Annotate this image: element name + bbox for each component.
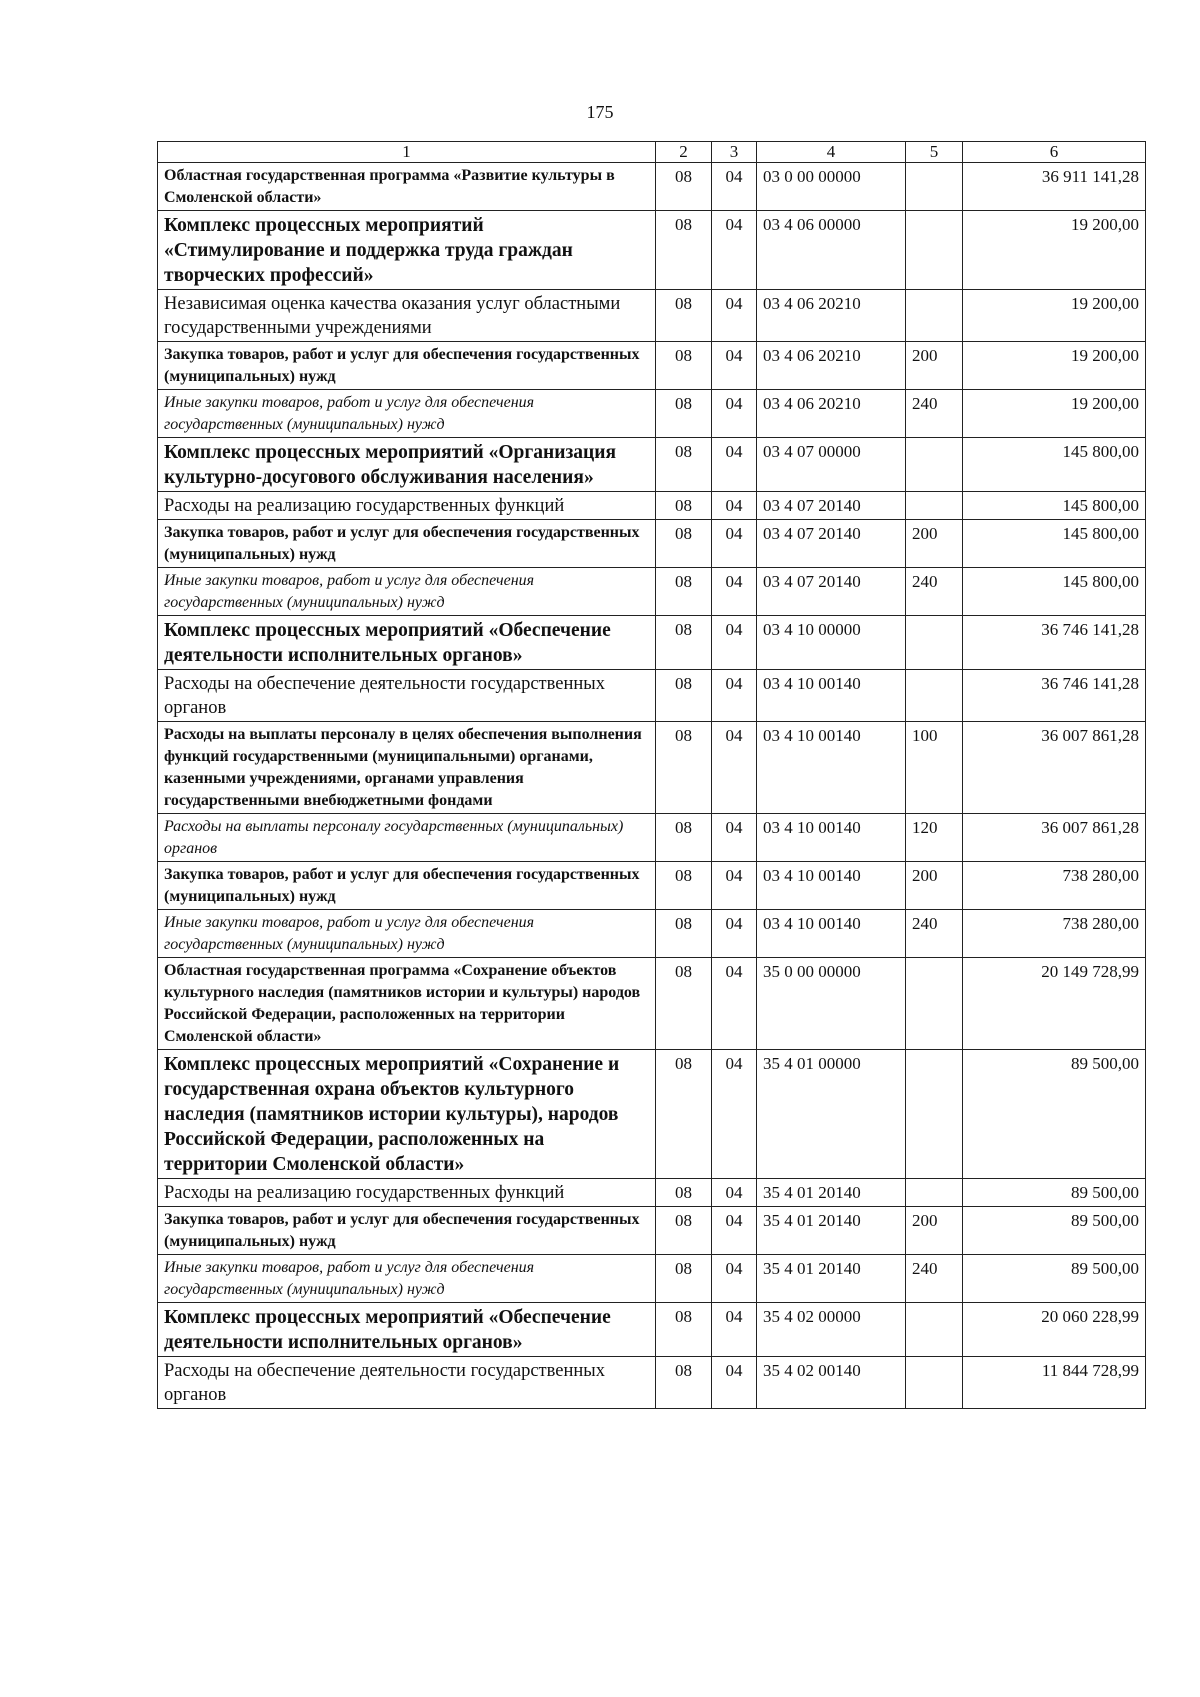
- table-row: [158, 1207, 1146, 1255]
- subsection-code-cell: 04: [712, 568, 757, 616]
- expense-type-cell: 240: [906, 390, 963, 438]
- row-name-cell: Закупка товаров, работ и услуг для обеспечения государственных (муниципальных) нужд: [158, 520, 656, 568]
- subsection-code-cell: 04: [712, 1303, 757, 1357]
- expense-type-cell: 120: [906, 814, 963, 862]
- expense-type-cell: [906, 1050, 963, 1179]
- amount-cell: 89 500,00: [963, 1207, 1146, 1255]
- expense-type-cell: [906, 492, 963, 520]
- row-name-cell: Иные закупки товаров, работ и услуг для обеспечения государственных (муниципальных) нужд: [158, 1255, 656, 1303]
- section-code-cell: 08: [656, 163, 712, 211]
- amount-cell: 19 200,00: [963, 390, 1146, 438]
- row-name-cell: Закупка товаров, работ и услуг для обеспечения государственных (муниципальных) нужд: [158, 862, 656, 910]
- subsection-code-cell: 04: [712, 862, 757, 910]
- amount-cell: 89 500,00: [963, 1179, 1146, 1207]
- row-name-cell: Расходы на реализацию государственных функций: [158, 1179, 656, 1207]
- column-header: 1: [158, 142, 656, 163]
- section-code-cell: 08: [656, 1255, 712, 1303]
- row-name-cell: Закупка товаров, работ и услуг для обеспечения государственных (муниципальных) нужд: [158, 342, 656, 390]
- column-header: 2: [656, 142, 712, 163]
- table-row: [158, 390, 1146, 438]
- section-code-cell: 08: [656, 290, 712, 342]
- subsection-code-cell: 04: [712, 163, 757, 211]
- expense-type-cell: 200: [906, 862, 963, 910]
- subsection-code-cell: 04: [712, 492, 757, 520]
- table-row: [158, 1357, 1146, 1409]
- row-name-cell: Независимая оценка качества оказания услуг областными государственными учреждениями: [158, 290, 656, 342]
- expense-type-cell: 200: [906, 342, 963, 390]
- table-header-row: [158, 142, 1146, 163]
- table-row: [158, 163, 1146, 211]
- table-row: [158, 211, 1146, 290]
- table-row: [158, 958, 1146, 1050]
- row-name-cell: Расходы на выплаты персоналу в целях обеспечения выполнения функций государственными (муниципальными) органами, казенными учреждениями, органами управления государственными внебюджетными фондами: [158, 722, 656, 814]
- section-code-cell: 08: [656, 1179, 712, 1207]
- page-number: 175: [586, 102, 614, 122]
- column-header: 3: [712, 142, 757, 163]
- column-header: 5: [906, 142, 963, 163]
- row-name-cell: Расходы на обеспечение деятельности государственных органов: [158, 1357, 656, 1409]
- target-article-cell: 03 4 10 00140: [757, 814, 906, 862]
- row-name-cell: Областная государственная программа «Развитие культуры в Смоленской области»: [158, 163, 656, 211]
- row-name-cell: Закупка товаров, работ и услуг для обеспечения государственных (муниципальных) нужд: [158, 1207, 656, 1255]
- amount-cell: 36 007 861,28: [963, 814, 1146, 862]
- section-code-cell: 08: [656, 1303, 712, 1357]
- amount-cell: 145 800,00: [963, 492, 1146, 520]
- target-article-cell: 35 4 01 20140: [757, 1179, 906, 1207]
- target-article-cell: 03 4 06 20210: [757, 390, 906, 438]
- row-name-cell: Комплекс процессных мероприятий «Стимулирование и поддержка труда граждан творческих профессий»: [158, 211, 656, 290]
- target-article-cell: 35 4 01 20140: [757, 1207, 906, 1255]
- expense-type-cell: [906, 1179, 963, 1207]
- column-header: 4: [757, 142, 906, 163]
- amount-cell: 20 060 228,99: [963, 1303, 1146, 1357]
- table-row: [158, 910, 1146, 958]
- section-code-cell: 08: [656, 1050, 712, 1179]
- row-name-cell: Комплекс процессных мероприятий «Сохранение и государственная охрана объектов культурного наследия (памятников истории культуры), народов Российской Федерации, расположенных на территории Смоленской области»: [158, 1050, 656, 1179]
- table-body: [158, 163, 1146, 1409]
- subsection-code-cell: 04: [712, 211, 757, 290]
- target-article-cell: 35 4 02 00140: [757, 1357, 906, 1409]
- section-code-cell: 08: [656, 438, 712, 492]
- subsection-code-cell: 04: [712, 958, 757, 1050]
- subsection-code-cell: 04: [712, 342, 757, 390]
- row-name-cell: Иные закупки товаров, работ и услуг для обеспечения государственных (муниципальных) нужд: [158, 910, 656, 958]
- amount-cell: 738 280,00: [963, 910, 1146, 958]
- table-row: [158, 862, 1146, 910]
- section-code-cell: 08: [656, 390, 712, 438]
- section-code-cell: 08: [656, 342, 712, 390]
- table-row: [158, 1050, 1146, 1179]
- row-name-cell: Расходы на выплаты персоналу государственных (муниципальных) органов: [158, 814, 656, 862]
- table-row: [158, 290, 1146, 342]
- target-article-cell: 03 4 07 20140: [757, 520, 906, 568]
- expense-type-cell: 200: [906, 520, 963, 568]
- expense-type-cell: [906, 616, 963, 670]
- section-code-cell: 08: [656, 722, 712, 814]
- expense-type-cell: [906, 163, 963, 211]
- amount-cell: 89 500,00: [963, 1255, 1146, 1303]
- subsection-code-cell: 04: [712, 910, 757, 958]
- section-code-cell: 08: [656, 568, 712, 616]
- row-name-cell: Иные закупки товаров, работ и услуг для обеспечения государственных (муниципальных) нужд: [158, 568, 656, 616]
- subsection-code-cell: 04: [712, 290, 757, 342]
- target-article-cell: 03 4 10 00140: [757, 670, 906, 722]
- target-article-cell: 03 4 07 20140: [757, 492, 906, 520]
- target-article-cell: 35 4 02 00000: [757, 1303, 906, 1357]
- target-article-cell: 35 4 01 20140: [757, 1255, 906, 1303]
- row-name-cell: Комплекс процессных мероприятий «Организация культурно-досугового обслуживания населения»: [158, 438, 656, 492]
- section-code-cell: 08: [656, 616, 712, 670]
- table-row: [158, 722, 1146, 814]
- section-code-cell: 08: [656, 492, 712, 520]
- subsection-code-cell: 04: [712, 722, 757, 814]
- amount-cell: 19 200,00: [963, 290, 1146, 342]
- row-name-cell: Расходы на реализацию государственных функций: [158, 492, 656, 520]
- target-article-cell: 03 4 10 00140: [757, 722, 906, 814]
- target-article-cell: 03 4 06 20210: [757, 342, 906, 390]
- row-name-cell: Комплекс процессных мероприятий «Обеспечение деятельности исполнительных органов»: [158, 616, 656, 670]
- expense-type-cell: 240: [906, 910, 963, 958]
- table-row: [158, 492, 1146, 520]
- amount-cell: 145 800,00: [963, 520, 1146, 568]
- expense-type-cell: [906, 958, 963, 1050]
- table-row: [158, 520, 1146, 568]
- expense-type-cell: 240: [906, 1255, 963, 1303]
- section-code-cell: 08: [656, 670, 712, 722]
- table-row: [158, 616, 1146, 670]
- expense-type-cell: 100: [906, 722, 963, 814]
- target-article-cell: 03 4 07 00000: [757, 438, 906, 492]
- row-name-cell: Иные закупки товаров, работ и услуг для обеспечения государственных (муниципальных) нужд: [158, 390, 656, 438]
- table-row: [158, 342, 1146, 390]
- section-code-cell: 08: [656, 862, 712, 910]
- amount-cell: 738 280,00: [963, 862, 1146, 910]
- subsection-code-cell: 04: [712, 814, 757, 862]
- amount-cell: 36 746 141,28: [963, 616, 1146, 670]
- amount-cell: 145 800,00: [963, 438, 1146, 492]
- section-code-cell: 08: [656, 910, 712, 958]
- target-article-cell: 03 4 06 00000: [757, 211, 906, 290]
- section-code-cell: 08: [656, 520, 712, 568]
- target-article-cell: 03 4 07 20140: [757, 568, 906, 616]
- target-article-cell: 03 4 10 00140: [757, 910, 906, 958]
- target-article-cell: 03 4 10 00140: [757, 862, 906, 910]
- target-article-cell: 35 4 01 00000: [757, 1050, 906, 1179]
- section-code-cell: 08: [656, 211, 712, 290]
- subsection-code-cell: 04: [712, 670, 757, 722]
- column-header: 6: [963, 142, 1146, 163]
- expense-type-cell: 240: [906, 568, 963, 616]
- amount-cell: 20 149 728,99: [963, 958, 1146, 1050]
- expense-type-cell: [906, 670, 963, 722]
- subsection-code-cell: 04: [712, 1179, 757, 1207]
- row-name-cell: Комплекс процессных мероприятий «Обеспечение деятельности исполнительных органов»: [158, 1303, 656, 1357]
- table-row: [158, 438, 1146, 492]
- subsection-code-cell: 04: [712, 616, 757, 670]
- target-article-cell: 03 0 00 00000: [757, 163, 906, 211]
- table-row: [158, 814, 1146, 862]
- subsection-code-cell: 04: [712, 1207, 757, 1255]
- row-name-cell: Областная государственная программа «Сохранение объектов культурного наследия (памятников истории и культуры) народов Российской Федерации, расположенных на территории Смоленской области»: [158, 958, 656, 1050]
- subsection-code-cell: 04: [712, 438, 757, 492]
- expense-type-cell: [906, 1303, 963, 1357]
- expense-type-cell: [906, 211, 963, 290]
- subsection-code-cell: 04: [712, 520, 757, 568]
- expense-type-cell: [906, 438, 963, 492]
- amount-cell: 36 911 141,28: [963, 163, 1146, 211]
- subsection-code-cell: 04: [712, 1255, 757, 1303]
- amount-cell: 145 800,00: [963, 568, 1146, 616]
- subsection-code-cell: 04: [712, 1357, 757, 1409]
- amount-cell: 89 500,00: [963, 1050, 1146, 1179]
- section-code-cell: 08: [656, 958, 712, 1050]
- section-code-cell: 08: [656, 1357, 712, 1409]
- budget-table: [157, 141, 1146, 1409]
- expense-type-cell: [906, 290, 963, 342]
- subsection-code-cell: 04: [712, 1050, 757, 1179]
- amount-cell: 36 007 861,28: [963, 722, 1146, 814]
- amount-cell: 19 200,00: [963, 211, 1146, 290]
- target-article-cell: 35 0 00 00000: [757, 958, 906, 1050]
- table-row: [158, 1255, 1146, 1303]
- amount-cell: 19 200,00: [963, 342, 1146, 390]
- subsection-code-cell: 04: [712, 390, 757, 438]
- table-row: [158, 670, 1146, 722]
- target-article-cell: 03 4 06 20210: [757, 290, 906, 342]
- expense-type-cell: 200: [906, 1207, 963, 1255]
- amount-cell: 36 746 141,28: [963, 670, 1146, 722]
- section-code-cell: 08: [656, 814, 712, 862]
- row-name-cell: Расходы на обеспечение деятельности государственных органов: [158, 670, 656, 722]
- table-row: [158, 568, 1146, 616]
- expense-type-cell: [906, 1357, 963, 1409]
- section-code-cell: 08: [656, 1207, 712, 1255]
- table-row: [158, 1179, 1146, 1207]
- target-article-cell: 03 4 10 00000: [757, 616, 906, 670]
- amount-cell: 11 844 728,99: [963, 1357, 1146, 1409]
- table-row: [158, 1303, 1146, 1357]
